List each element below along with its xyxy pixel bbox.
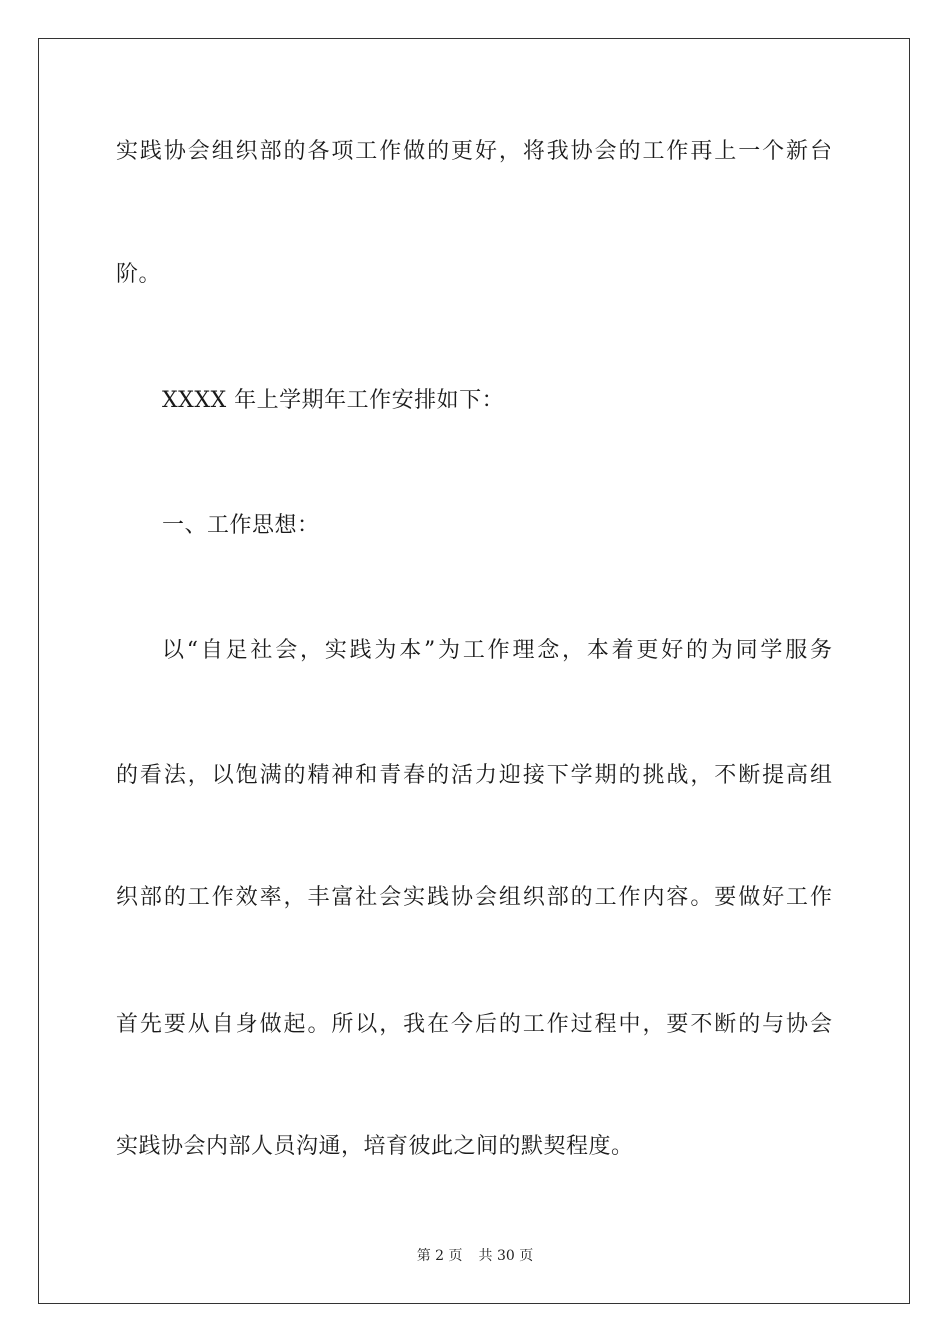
section-heading: 一、工作思想： (162, 513, 320, 538)
body-line-1: 实践协会组织部的各项工作做的更好，将我协会的工作再上一个新台 (116, 139, 832, 164)
body-line-8: 首先要从自身做起。所以，我在今后的工作过程中，要不断的与协会 (116, 1012, 832, 1037)
body-line-7: 织部的工作效率，丰富社会实践协会组织部的工作内容。要做好工作 (116, 885, 832, 910)
page-number: 第 2 页 (416, 1248, 463, 1264)
section-intro: XXXX 年上学期年工作安排如下： (162, 388, 505, 413)
body-line-2: 阶。 (116, 262, 162, 287)
body-line-5: 以“自足社会，实践为本”为工作理念，本着更好的为同学服务 (162, 638, 832, 663)
page-border (38, 38, 910, 1304)
body-line-6: 的看法，以饱满的精神和青春的活力迎接下学期的挑战，不断提高组 (116, 763, 832, 788)
body-line-9: 实践协会内部人员沟通，培育彼此之间的默契程度。 (116, 1134, 634, 1159)
page-total: 共 30 页 (478, 1248, 534, 1264)
page-footer (0, 1246, 950, 1266)
